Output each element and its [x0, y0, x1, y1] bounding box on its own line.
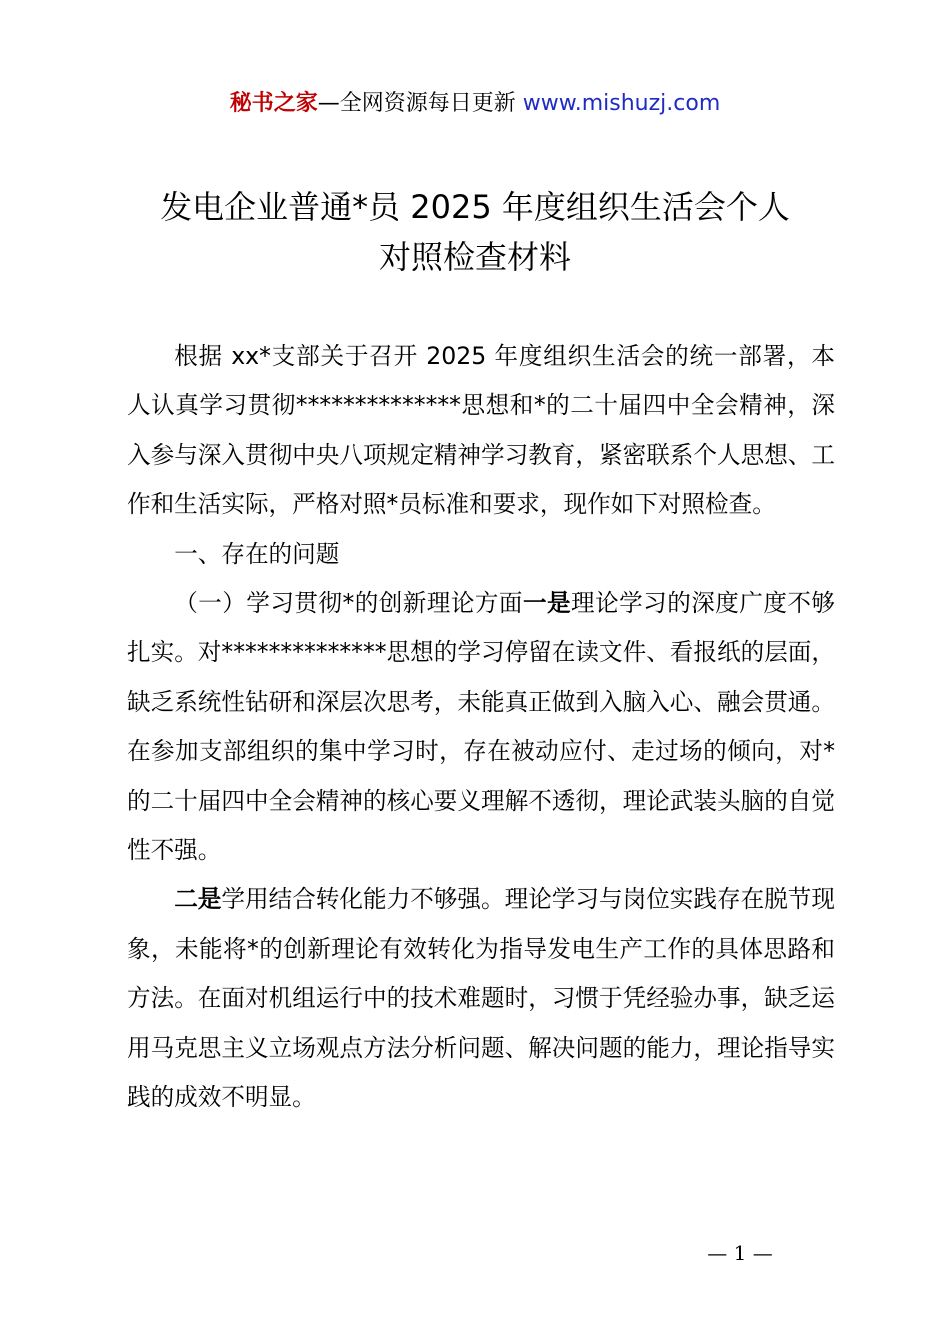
subsection-heading: （一）学习贯彻*的创新理论方面 [174, 589, 523, 618]
point-1-label: 一是 [522, 589, 572, 618]
section-heading: 一、存在的问题 [174, 539, 340, 568]
point-2-text: 学用结合转化能力不够强。理论学习与岗位实践存在脱节现象，未能将*的创新理论有效转化为指导发电生产工作的具体思路和方法。在面对机组运行中的技术难题时，习惯于凭经验办事，缺乏运用马克思主义立场观点方法分析问题、解决问题的能力，理论指导实践的成效不明显。 [127, 885, 835, 1112]
point-2-label: 二是 [174, 885, 222, 914]
point-2-paragraph [127, 875, 835, 1122]
document-title [95, 182, 855, 282]
page-number: — 1 — [707, 1241, 773, 1265]
point-1-text: 理论学习的深度广度不够扎实。对**************思想的学习停留在读文件、看报纸的层面，缺乏系统性钻研和深层次思考，未能真正做到入脑入心、融会贯通。在参加支部组织的集中学习时，存在被动应付、走过场的倾向，对*的二十届四中全会精神的核心要义理解不透彻，理论武装头脑的自觉性不强。 [127, 589, 836, 865]
title-line-1: 发电企业普通*员 2025 年度组织生活会个人 [160, 188, 790, 226]
point-1-paragraph [127, 579, 835, 875]
document-body [127, 332, 835, 1123]
brand-name: 秘书之家 [229, 91, 318, 116]
site-url-link[interactable]: www.mishuzj.com [522, 91, 721, 116]
header-tagline: —全网资源每日更新 [317, 91, 516, 116]
title-line-2: 对照检查材料 [378, 238, 571, 276]
intro-paragraph: 根据 xx*支部关于召开 2025 年度组织生活会的统一部署，本人认真学习贯彻**************思想和*的二十届四中全会精神，深入参与深入贯彻中央八项规定精神学习教育，紧密联系个人思想、工作和生活实际，严格对照*员标准和要求，现作如下对照检查。 [127, 342, 835, 519]
site-header [0, 88, 950, 120]
